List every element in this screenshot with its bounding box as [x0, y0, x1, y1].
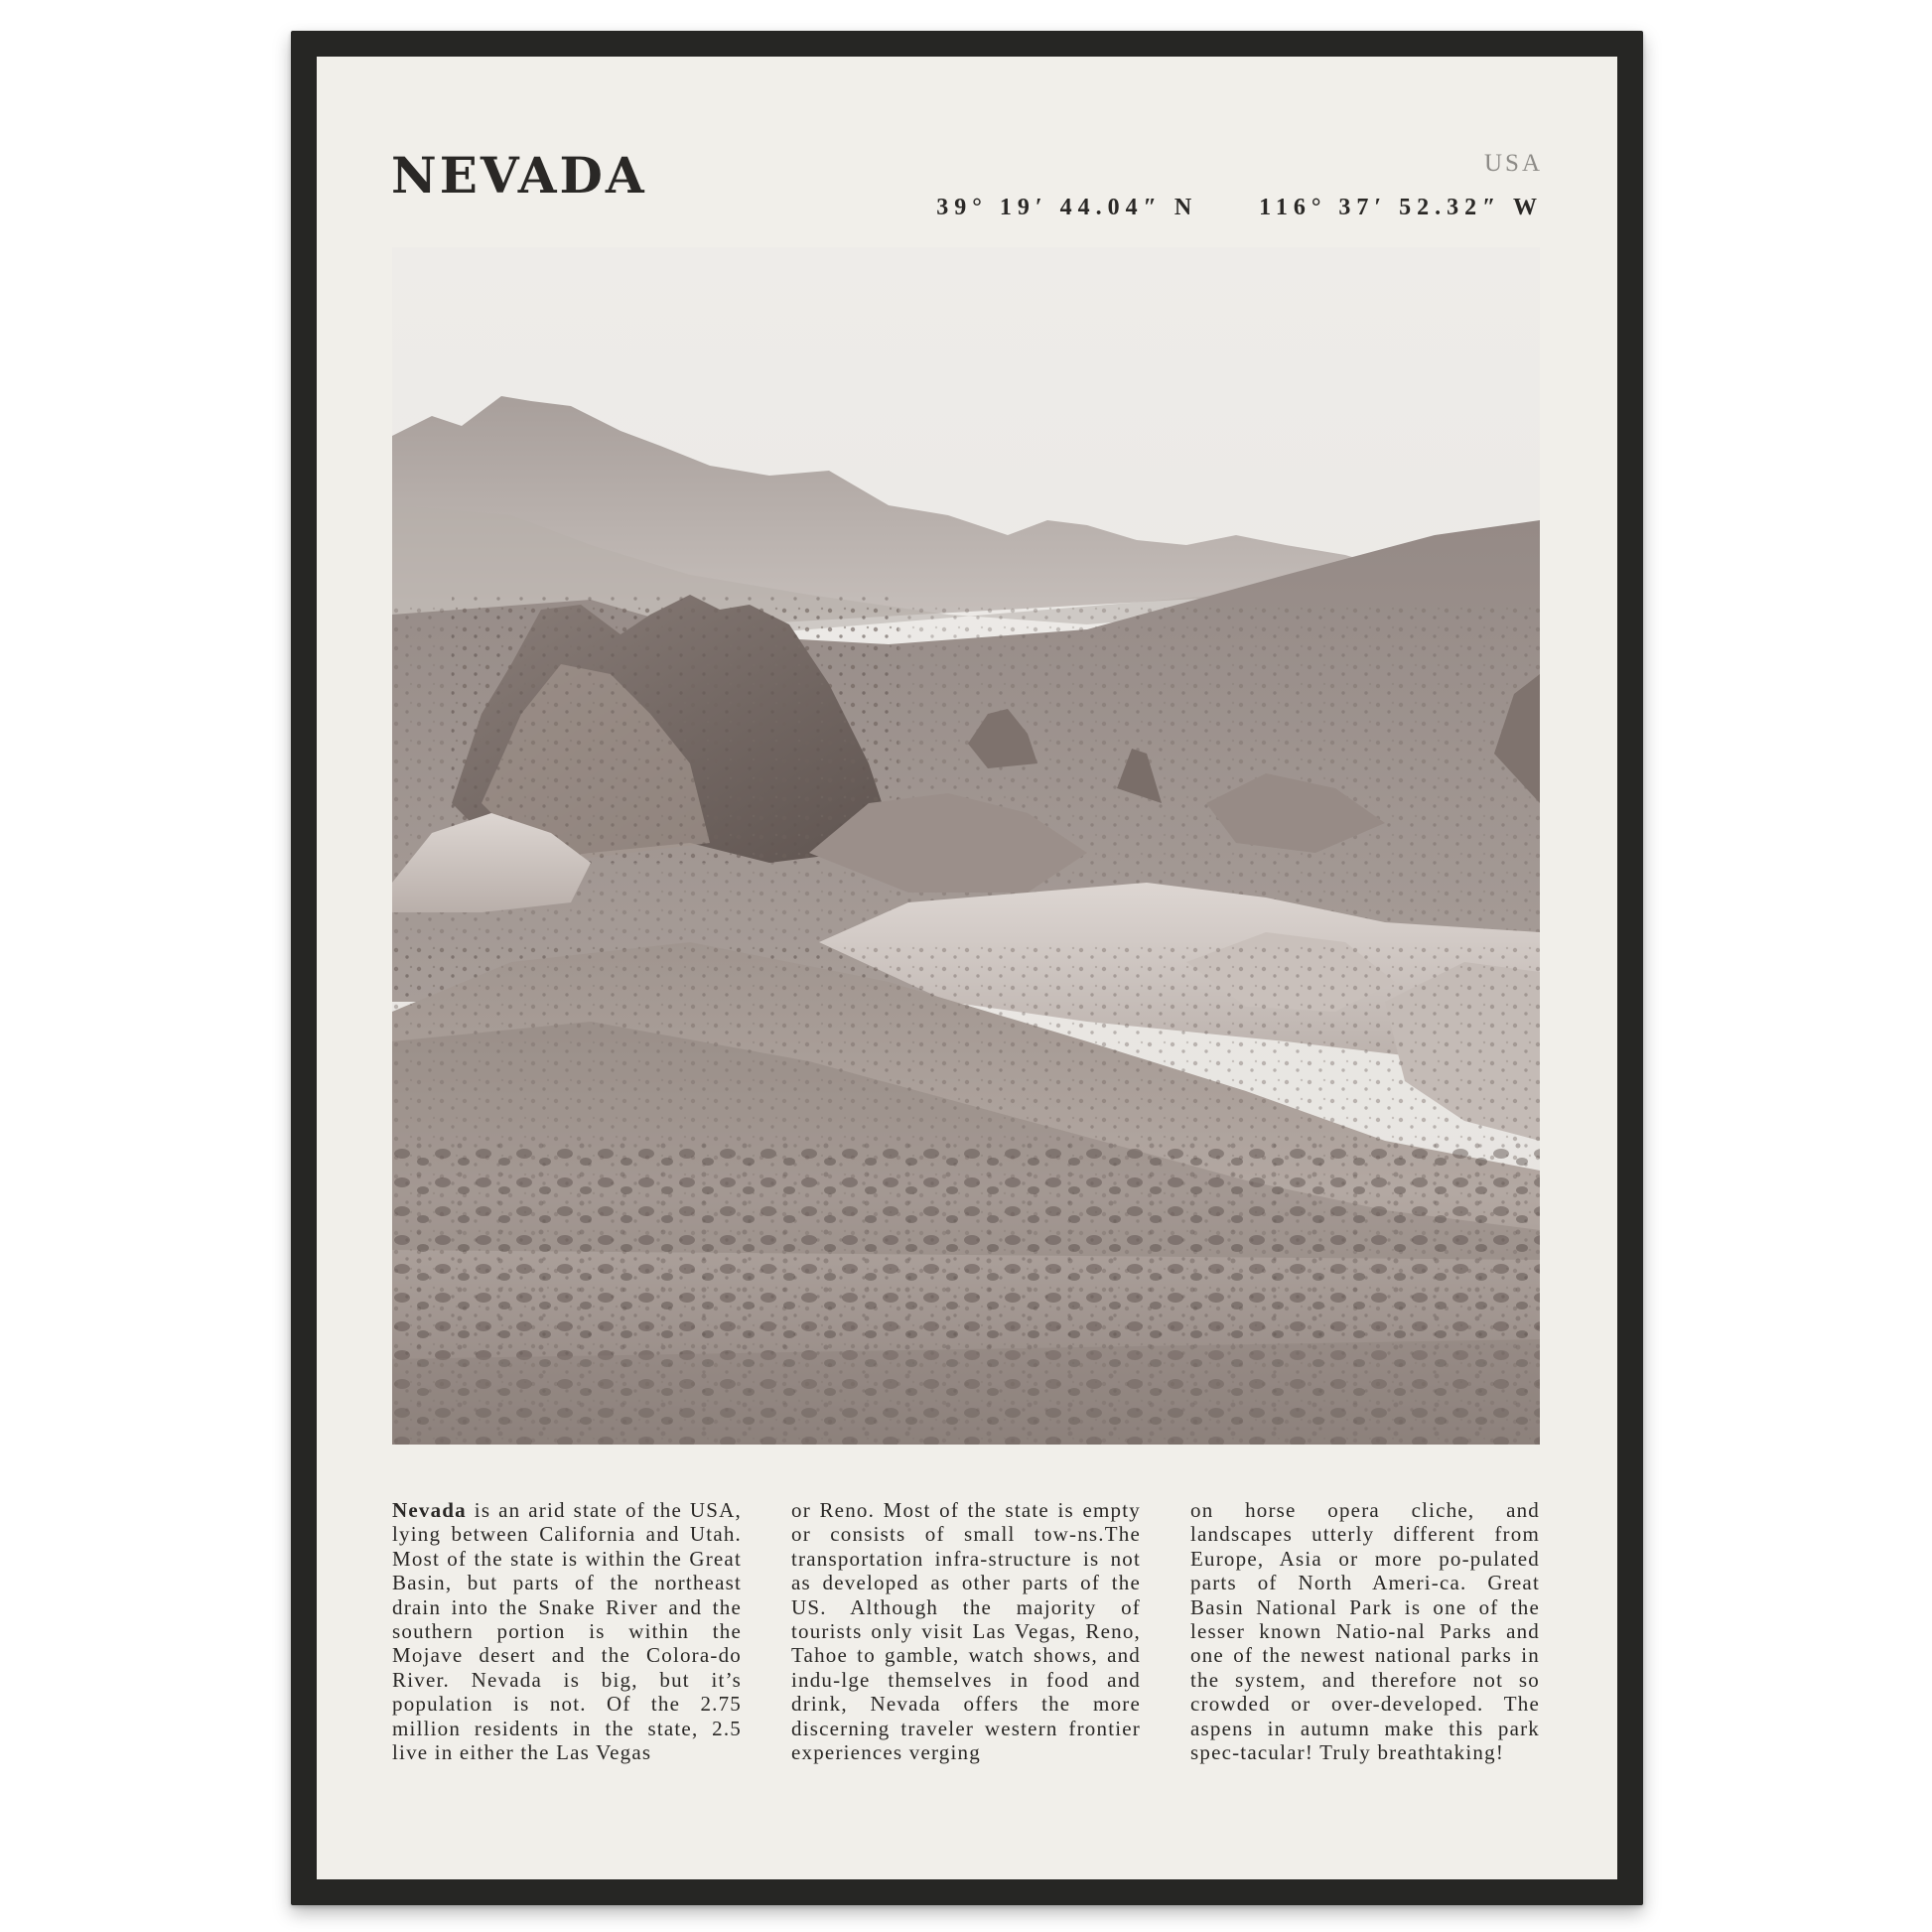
description-column-1	[392, 1498, 742, 1764]
poster-paper	[317, 57, 1617, 1879]
desert-landscape-photo	[392, 247, 1540, 1445]
description-column-3: on horse opera cliche, and landscapes utterly different from Europe, Asia or more po-pulated parts of North Ameri-ca. Great Basin National Park is one of the lesser known Natio-nal Parks and one of the newest national parks in the system, and therefore not so crowded or over-developed. The aspens in autumn make this park spec-tacular! Truly breathtaking!	[1190, 1498, 1540, 1765]
longitude: 116° 37′ 52.32″ W	[1259, 195, 1543, 220]
coordinates	[936, 195, 1543, 221]
column-1-text: is an arid state of the USA, lying between California and Utah. Most of the state is within the Great Basin, but parts of the northeast drain into the Snake River and the southern portion is within the Mojave desert and the Colora-do River. Nevada is big, but it’s population is not. Of the 2.75 million residents in the state, 2.5 live in either the Las Vegas	[392, 1498, 742, 1765]
desert-landscape-image	[392, 247, 1540, 1445]
poster-title: NEVADA	[391, 146, 647, 205]
latitude: 39° 19′ 44.04″ N	[936, 195, 1198, 220]
description-column-2: or Reno. Most of the state is empty or consists of small tow-ns.The transportation infra-structure is not as developed as other parts of the US. Although the majority of tourists only visit Las Vegas, Reno, Tahoe to gamble, watch shows, and indu-lge themselves in food and drink, Nevada offers the more discerning traveler western frontier experiences verging	[791, 1498, 1141, 1765]
lead-word: Nevada	[392, 1498, 467, 1522]
country-label: USA	[1483, 150, 1543, 177]
description-columns	[392, 1498, 1540, 1764]
poster-frame	[291, 31, 1643, 1905]
